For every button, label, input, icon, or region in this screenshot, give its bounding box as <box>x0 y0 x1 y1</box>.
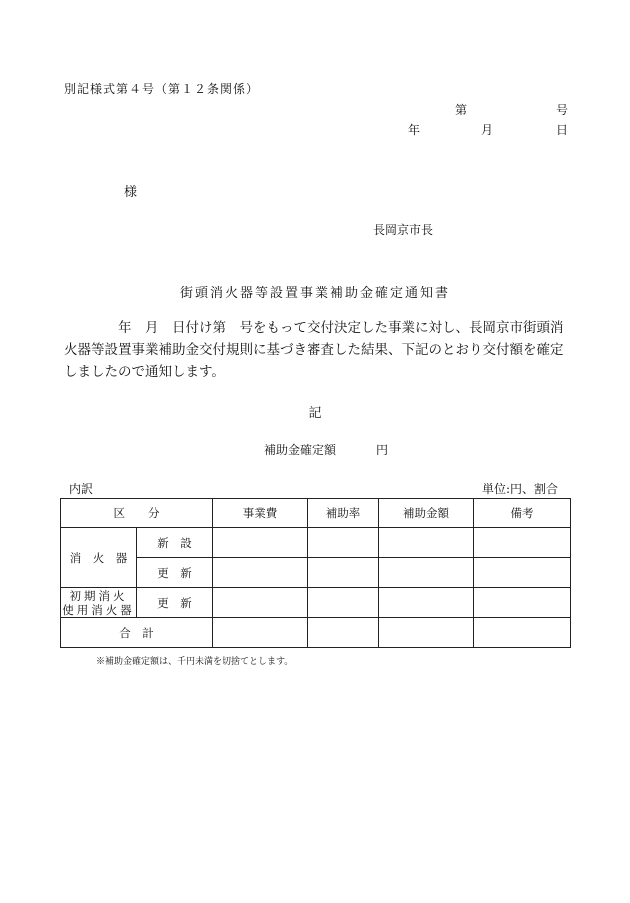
units-label: 単位:円、割合 <box>482 482 559 496</box>
row-label-renewal: 更 新 <box>137 558 213 588</box>
table-header-row <box>61 499 571 528</box>
table-row <box>61 528 571 558</box>
cell-amount[interactable] <box>379 558 474 588</box>
document-title: 街頭消火器等設置事業補助金確定通知書 <box>179 286 450 301</box>
cell-cost-total[interactable] <box>213 618 308 648</box>
table-row-total <box>61 618 571 648</box>
addressee-suffix: 様 <box>124 185 138 200</box>
cell-rate[interactable] <box>308 558 379 588</box>
cell-rate-total[interactable] <box>308 618 379 648</box>
cell-remarks[interactable] <box>474 528 571 558</box>
initial-line-1: 初期消火 <box>69 588 128 603</box>
row-label-renewal-2: 更 新 <box>137 588 213 618</box>
cell-remarks[interactable] <box>474 558 571 588</box>
breakdown-table <box>60 498 571 648</box>
issuer-name: 長岡京市長 <box>373 223 434 237</box>
cell-remarks-total[interactable] <box>474 618 571 648</box>
cell-amount-total[interactable] <box>379 618 474 648</box>
row-label-initial-extinguisher <box>61 588 137 618</box>
row-label-total: 合 計 <box>61 618 213 648</box>
header-cost: 事業費 <box>213 499 308 528</box>
amount-unit: 円 <box>376 443 389 457</box>
cell-rate[interactable] <box>308 528 379 558</box>
table-row <box>61 588 571 618</box>
cell-amount[interactable] <box>379 588 474 618</box>
header-rate: 補助率 <box>308 499 379 528</box>
cell-amount[interactable] <box>379 528 474 558</box>
cell-cost[interactable] <box>213 558 308 588</box>
row-label-extinguisher: 消 火 器 <box>61 528 137 588</box>
cell-rate[interactable] <box>308 588 379 618</box>
initial-line-2: 使用消火器 <box>62 602 135 617</box>
form-number: 別記様式第４号（第１２条関係） <box>64 82 260 96</box>
row-label-new-install: 新 設 <box>137 528 213 558</box>
body-paragraph: 年 月 日付け第 号をもって交付決定した事業に対し、長岡京市街頭消火器等設置事業補助金交付規則に基づき審査した結果、下記のとおり交付額を確定しましたので通知します。 <box>64 320 564 380</box>
header-amount: 補助金額 <box>379 499 474 528</box>
doc-number-prefix: 第 <box>455 103 468 117</box>
header-remarks: 備考 <box>474 499 571 528</box>
footnote: ※補助金確定額は、千円未満を切捨てとします。 <box>96 657 294 667</box>
date-day: 日 <box>556 123 569 137</box>
cell-remarks[interactable] <box>474 588 571 618</box>
header-category: 区 分 <box>61 499 213 528</box>
breakdown-label: 内訳 <box>69 482 94 496</box>
doc-number-suffix: 号 <box>556 103 569 117</box>
cell-cost[interactable] <box>213 588 308 618</box>
amount-label: 補助金確定額 <box>264 443 337 457</box>
date-month: 月 <box>481 123 494 137</box>
ki-heading: 記 <box>308 406 322 421</box>
table-row <box>61 558 571 588</box>
cell-cost[interactable] <box>213 528 308 558</box>
date-year: 年 <box>408 123 421 137</box>
